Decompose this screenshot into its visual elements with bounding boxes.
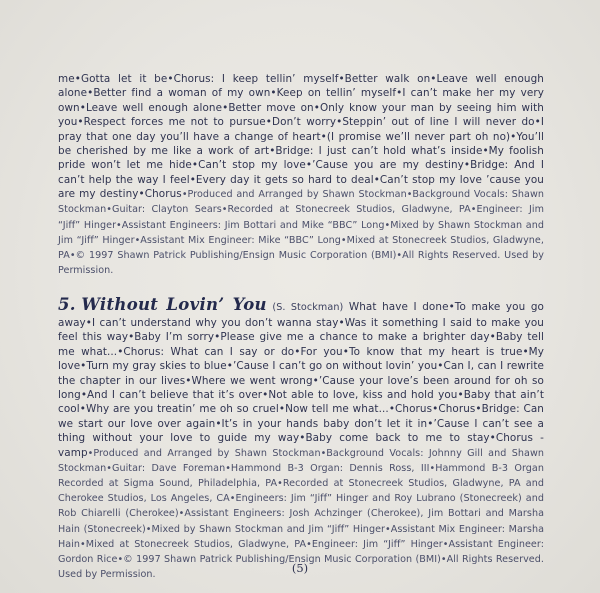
song-section [58,295,545,582]
previous-song-lyrics-text: me•Gotta let it be•Chorus: I keep tellin’ myself•Better walk on•Leave well enough alone•Better find a woman of my own•Keep on tellin’ myself•I can’t make her my very own•Leave well enough alone•Better move on•Only know your man by seeing him with you•Respect forces me not to pursue•Don’t worry•Steppin’ out of line I will never do•I pray that one day you’ll have a change of heart•(I promise we’ll never part oh no)•You’ll be cherished by me like a work of art•Bridge: I just can’t hold what’s inside•My foolish pride won’t let me hide•Can’t stop my love•’Cause you are my destiny•Bridge: And I can’t help the way I feel•Every day it gets so hard to deal•Can’t stop my love ’cause you are my destiny•Chorus [58,73,544,201]
previous-song-credits-text: •Produced and Arranged by Shawn Stockman•Background Vocals: Shawn Stockman•Guitar: Clayton Sears•Recorded at Stonecreek Studios, Gladwyne, PA•Engineer: Jim “Jiff” Hinger•Assistant Engineers: Jim Bottari and Mike “BBC” Long•Mixed by Shawn Stockman and Jim “Jiff” Hinger•Assistant Mix Engineer: Mike “BBC” Long•Mixed at Stonecreek Studios, Gladwyne, PA•© 1997 Shawn Patrick Publishing/Ensign Music Corporation (BMI)•All Rights Reserved. Used by Permission. [58,189,545,277]
song-lyrics-text: What have I done•To make you go away•I can’t understand why you don’t wanna stay•Was it something I said to make you feel this way•Baby I’m sorry•Please give me a chance to make a brighter day•Baby tell me what...•Chorus: What can I say or do•For you•To know that my heart is true•My love•Turn my gray skies to blue•’Cause I can’t go on without lovin’ you•Can I, can I rewrite the chapter in our lives•Where we went wrong•’Cause your love’s been around for oh so long•And I can’t believe that it’s over•Not able to love, kiss and hold you•Baby that ain’t cool•Why are you treatin’ me oh so cruel•Now tell me what...•Chorus•Chorus•Bridge: Can we start our love over again•It’s in your hands baby don’t let it in•’Cause I can’t see a thing without your love to guide my way•Baby come back to me to stay•Chorus - vamp [58,301,545,459]
song-number: 5. [58,295,76,315]
song-credits-text: •Produced and Arranged by Shawn Stockman•Background Vocals: Johnny Gill and Shawn Stockman•Guitar: Dave Foreman•Hammond B-3 Organ: Dennis Ross, III•Hammond B-3 Organ Recorded at Sigma Sound, Philadelphia, PA•Recorded at Stonecreek Studios, Gladwyne, PA and Cherokee Studios, Los Angeles, CA•Engineers: Jim “Jiff” Hinger and Roy Lubrano (Stonecreek) and Rob Chiarelli (Cherokee)•Assistant Engineers: Josh Achzinger (Cherokee), Jim Bottari and Marsha Hain (Stonecreek)•Mixed by Shawn Stockman and Jim “Jiff” Hinger•Assistant Mix Engineer: Marsha Hain•Mixed at Stonecreek Studios, Gladwyne, PA•Engineer: Jim “Jiff” Hinger•Assistant Engineer: Gordon Rice•© 1997 Shawn Patrick Publishing/Ensign Music Corporation (BMI)•All Rights Reserved. Used by Permission. [58,447,544,581]
page-number: (5) [291,561,309,575]
song-heading-line [58,295,545,582]
song-title: Without Lovin’ You [81,295,267,315]
song-writer-credit: (S. Stockman) [272,302,344,314]
previous-song-lyrics-paragraph [58,72,544,278]
